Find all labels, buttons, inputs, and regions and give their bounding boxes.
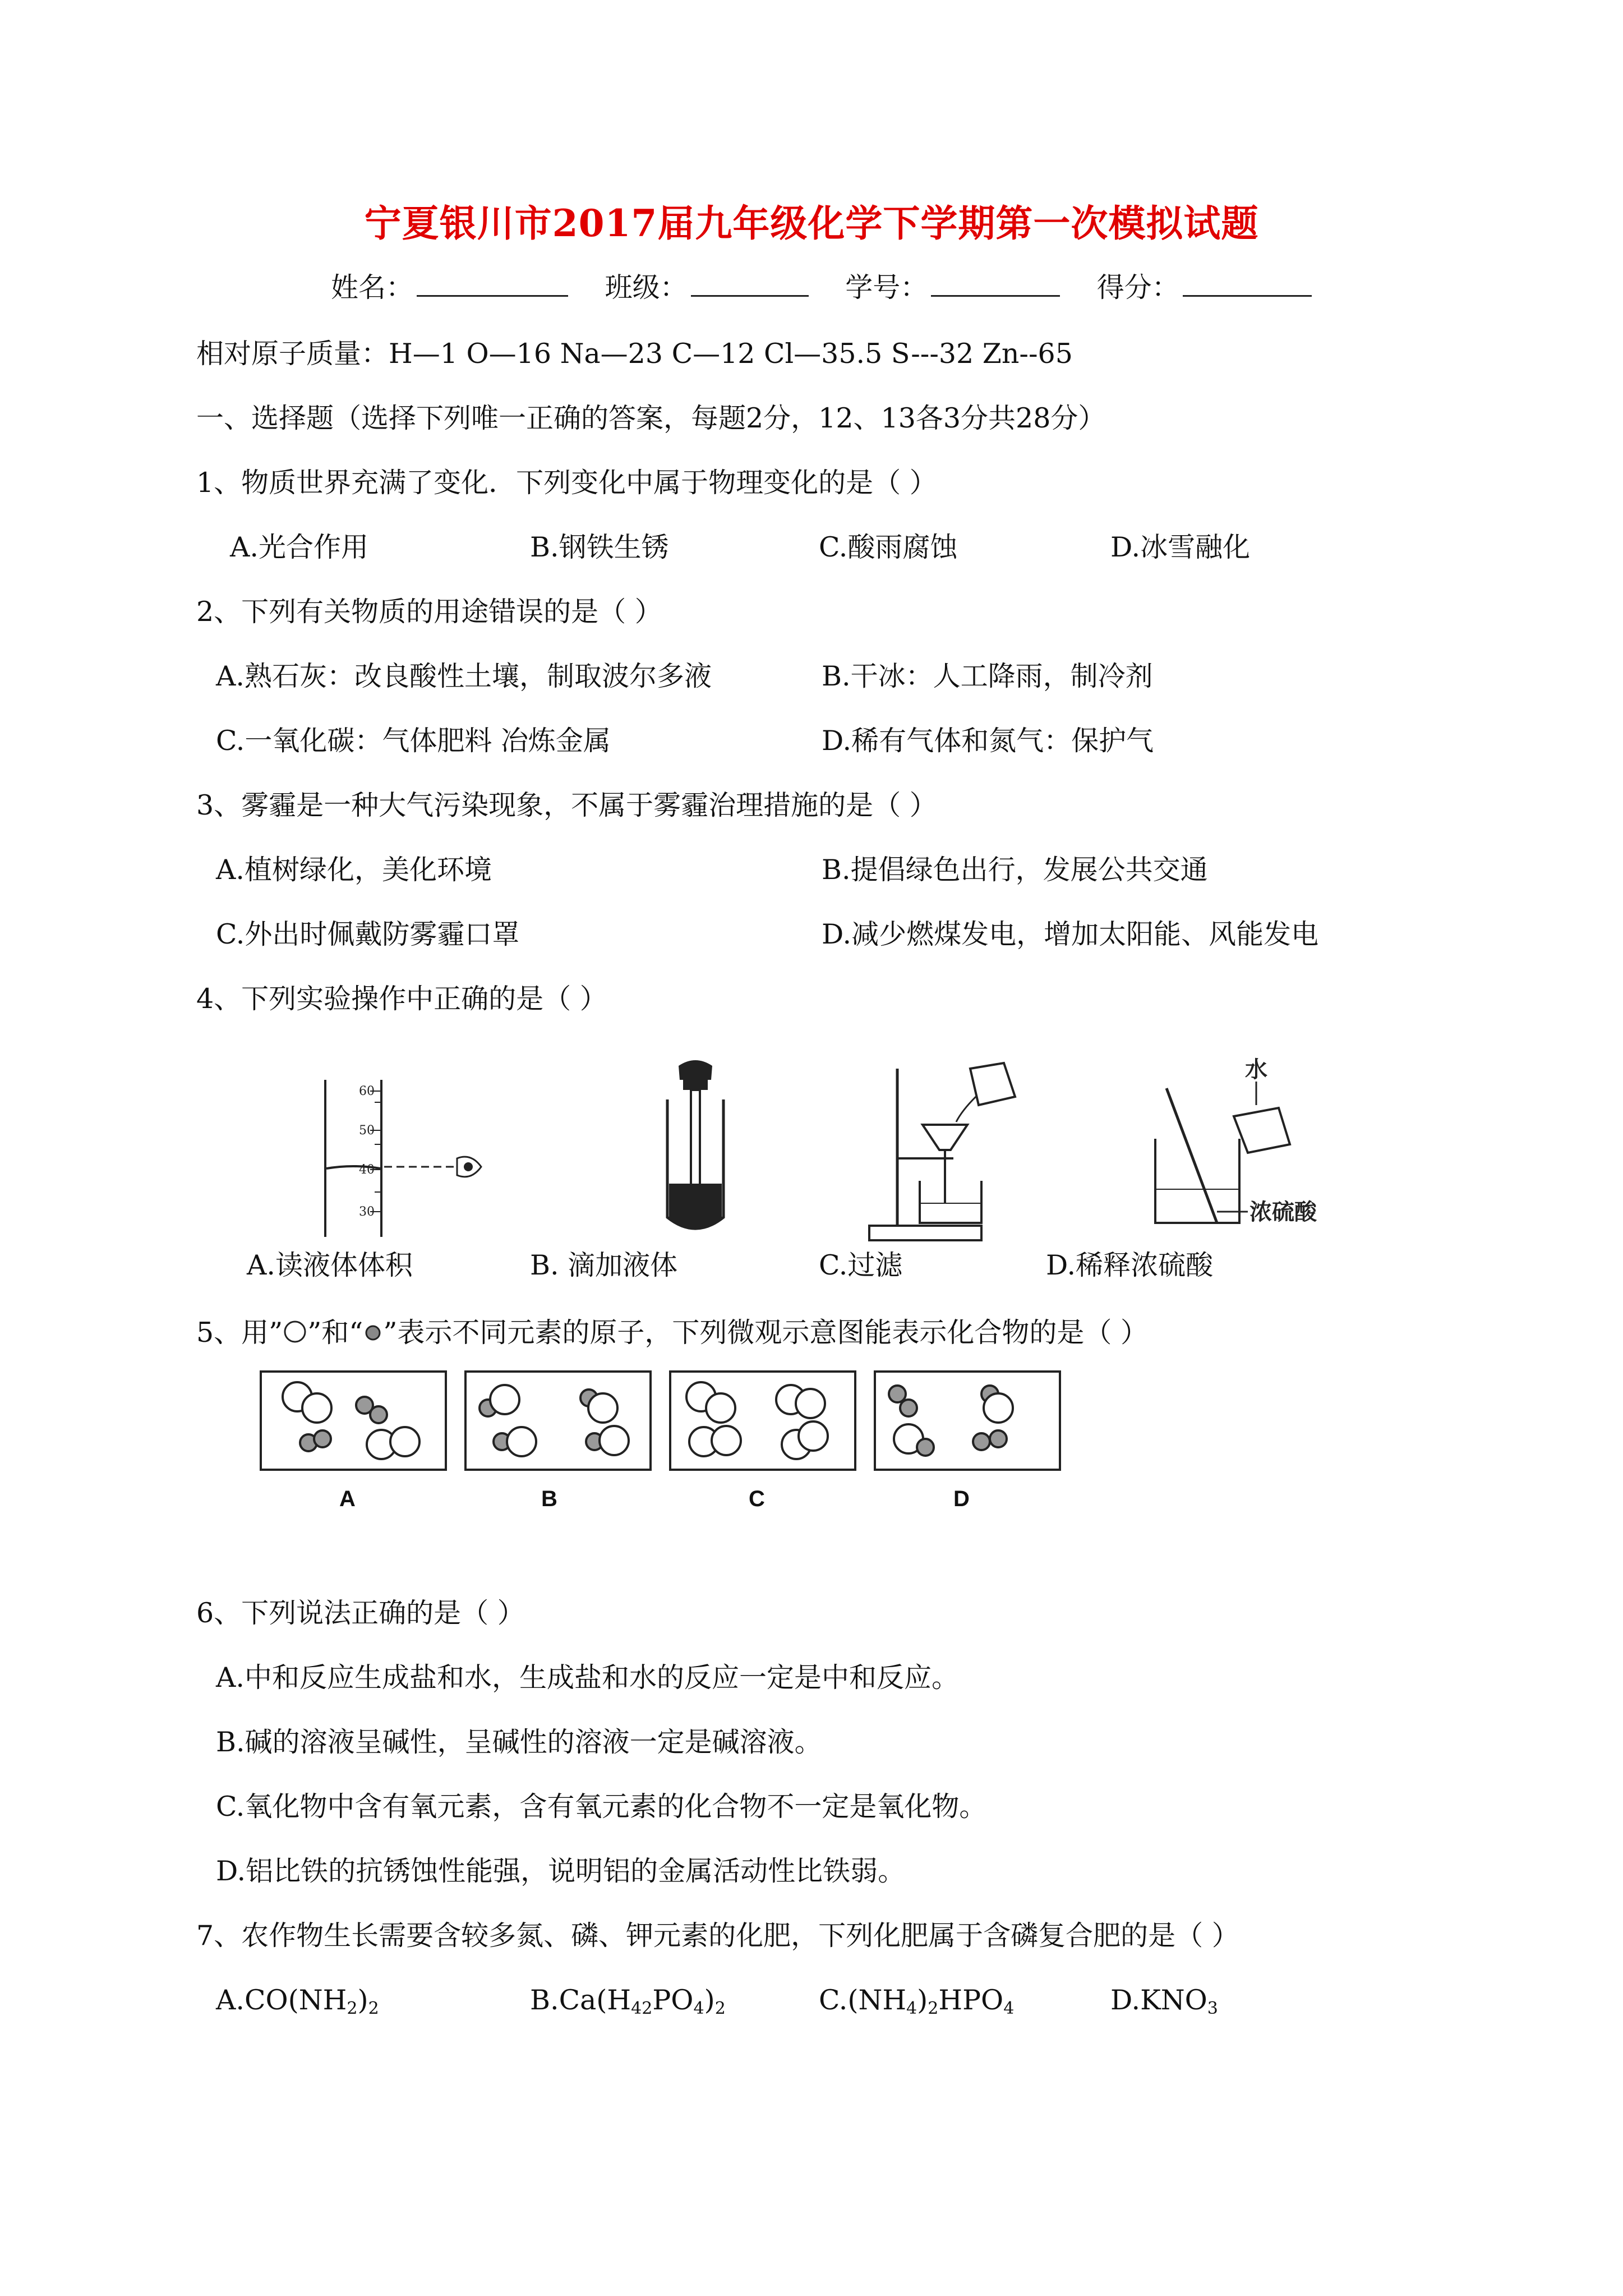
id-label: 学号： [845,272,928,303]
score-label: 得分： [1096,272,1179,303]
tick-30: 30 [359,1205,375,1219]
white-atom-icon [283,1319,307,1344]
q3-option-a[interactable]: A.植树绿化，美化环境 [216,854,492,886]
q5-stem-mid: ”和“ [307,1317,363,1349]
class-blank[interactable] [691,269,809,297]
name-blank[interactable] [417,269,568,297]
q7-option-c[interactable]: $C.(NH_4)_2HPO_4$ [819,1984,1015,2018]
q3-option-c[interactable]: C.外出时佩戴防雾霾口罩 [216,918,520,950]
q2-option-b[interactable]: B.干冰：人工降雨，制冷剂 [822,660,1153,692]
q6-stem: 6、下列说法正确的是（ ） [196,1597,525,1629]
q7-option-a[interactable]: $A.CO(NH_2)_2$ [216,1984,379,2018]
dilute-acid-figure [1144,1055,1391,1240]
acid-label: 浓硫酸 [1249,1199,1317,1225]
class-label: 班级： [605,272,688,303]
q4-option-d[interactable]: D.稀释浓硫酸 [1046,1249,1214,1281]
q1-option-c[interactable]: C.酸雨腐蚀 [819,531,958,563]
q1-option-b[interactable]: B.钢铁生锈 [530,531,669,563]
q6-option-a[interactable]: A.中和反应生成盐和水，生成盐和水的反应一定是中和反应。 [216,1662,959,1694]
score-blank[interactable] [1183,269,1312,297]
diagram-label-b[interactable]: B [541,1487,557,1511]
diagram-label-a[interactable]: A [339,1487,356,1511]
q2-option-c[interactable]: C.一氧化碳：气体肥料 冶炼金属 [216,725,611,757]
q6-option-c[interactable]: C.氧化物中含有氧元素，含有氧元素的化合物不一定是氧化物。 [216,1791,987,1823]
q2-option-d[interactable]: D.稀有气体和氮气：保护气 [822,725,1154,757]
name-label: 姓名： [331,272,414,303]
q4-stem: 4、下列实验操作中正确的是（ ） [196,983,607,1015]
molecule-diagrams [258,1369,1066,1520]
q2-stem: 2、下列有关物质的用途错误的是（ ） [196,596,662,628]
tick-60: 60 [359,1084,375,1098]
q4-option-a[interactable]: A.读液体体积 [247,1249,413,1281]
q7-option-b[interactable]: $B.Ca(H_{42}PO_4)_2$ [530,1984,726,2018]
graduated-cylinder-figure [303,1074,505,1243]
water-label: 水 [1245,1056,1267,1083]
q1-option-a[interactable]: A.光合作用 [230,531,368,563]
q7-stem: 7、农作物生长需要含较多氮、磷、钾元素的化肥，下列化肥属于含磷复合肥的是（ ） [196,1920,1239,1952]
section-heading: 一、选择题（选择下列唯一正确的答案，每题2分，12、13各3分共28分） [196,402,1106,434]
gray-atom-icon [363,1323,383,1343]
diagram-label-d[interactable]: D [953,1487,970,1511]
q4-option-b[interactable]: B. 滴加液体 [530,1249,678,1281]
header-fields [331,269,1340,305]
q1-stem: 1、物质世界充满了变化．下列变化中属于物理变化的是（ ） [196,467,937,499]
q7-option-d[interactable]: $D.KNO_3$ [1110,1984,1218,2018]
q6-option-d[interactable]: D.铝比铁的抗锈蚀性能强，说明铝的金属活动性比铁弱。 [216,1855,906,1887]
q5-stem [196,1315,1148,1350]
q6-option-b[interactable]: B.碱的溶液呈碱性，呈碱性的溶液一定是碱溶液。 [216,1726,822,1758]
q5-stem-pre: 5、用” [196,1317,283,1349]
q3-stem: 3、雾霾是一种大气污染现象，不属于雾霾治理措施的是（ ） [196,789,937,821]
atomic-masses: 相对原子质量：H—1 O—16 Na—23 C—12 Cl—35.5 S---32 Zn--65 [196,338,1073,370]
tick-40: 40 [359,1163,375,1177]
q3-option-d[interactable]: D.减少燃煤发电，增加太阳能、风能发电 [822,918,1319,950]
q2-option-a[interactable]: A.熟石灰：改良酸性土壤，制取波尔多液 [216,660,712,692]
q3-option-b[interactable]: B.提倡绿色出行，发展公共交通 [822,854,1208,886]
q4-option-c[interactable]: C.过滤 [819,1249,903,1281]
diagram-label-c[interactable]: C [749,1487,765,1511]
filtration-figure [864,1057,1049,1248]
q5-stem-post: ”表示不同元素的原子，下列微观示意图能表示化合物的是（ ） [383,1317,1148,1349]
q1-option-d[interactable]: D.冰雪融化 [1110,531,1251,563]
dropper-tube-figure [645,1055,746,1240]
id-blank[interactable] [931,269,1060,297]
page-title: 宁夏银川市2017届九年级化学下学期第一次模拟试题 [364,201,1259,245]
tick-50: 50 [359,1124,375,1138]
